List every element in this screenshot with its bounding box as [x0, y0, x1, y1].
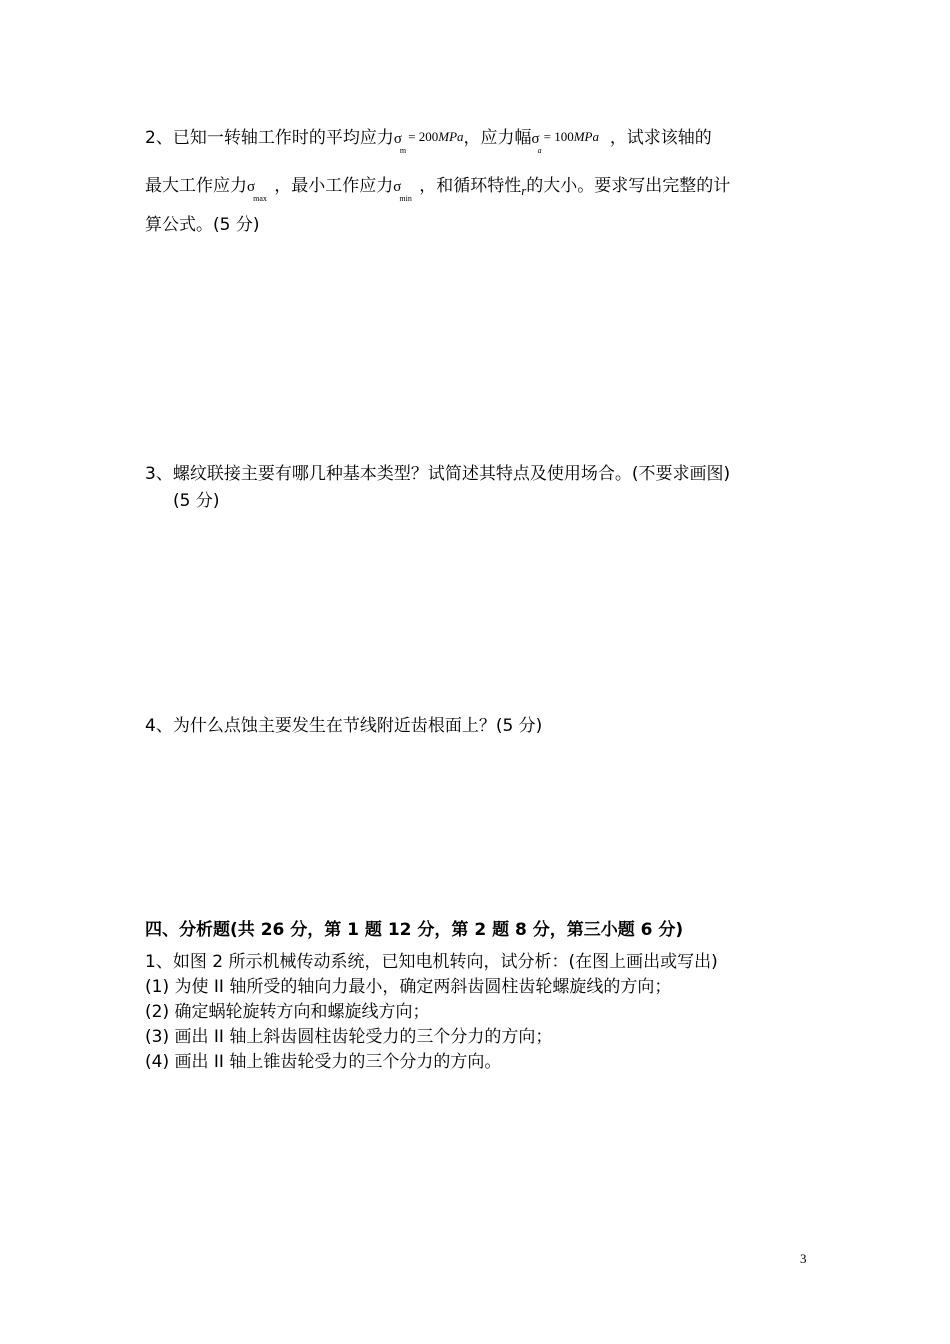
q2-line-1 [145, 126, 712, 153]
q2-text-f: ，和循环特性 [419, 176, 522, 196]
subscript-min: min [399, 194, 412, 203]
q2-text-a: 2、已知一转轴工作时的平均应力 [145, 128, 394, 148]
sigma-symbol: σ [247, 179, 256, 195]
sigma-symbol: σ [393, 131, 402, 147]
section4-item-3: (3) 画出 II 轴上斜齿圆柱齿轮受力的三个分力的方向； [145, 1027, 553, 1047]
q2-text-b: ，应力幅 [463, 128, 532, 148]
q2-text-e: ，最小工作应力 [274, 176, 394, 196]
q2-line-3: 算公式。(5 分) [145, 215, 260, 235]
section4-item-2: (2) 确定蜗轮旋转方向和螺旋线方向； [145, 1002, 430, 1022]
section-heading: 四、分析题(共 26 分，第 1 题 12 分，第 2 题 8 分，第三小题 6 分) [145, 920, 684, 940]
q2-text-c: ，试求该轴的 [609, 128, 712, 148]
subscript-m: m [399, 146, 407, 155]
formula-mean-stress: = 200MPa [408, 129, 464, 144]
formula-stress-amplitude: = 100MPa [543, 129, 599, 144]
sigma-symbol: σ [393, 179, 402, 195]
subscript-a: a [537, 146, 542, 155]
page-number: 3 [800, 1251, 807, 1266]
sigma-symbol: σ [531, 131, 540, 147]
q4-line-1: 4、为什么点蚀主要发生在节线附近齿根面上？(5 分) [145, 716, 543, 736]
q3-line-2: (5 分) [173, 491, 220, 511]
q3-line-1: 3、螺纹联接主要有哪几种基本类型？试简述其特点及使用场合。(不要求画图) [145, 464, 731, 484]
subscript-max: max [253, 194, 267, 203]
q2-line-2 [145, 174, 730, 201]
q2-text-d: 最大工作应力 [145, 176, 247, 196]
cycle-ratio-symbol: r [521, 183, 527, 198]
section4-q1: 1、如图 2 所示机械传动系统，已知电机转向，试分析：(在图上画出或写出) [145, 952, 718, 972]
q2-text-g: 的大小。要求写出完整的计 [526, 176, 731, 196]
section4-item-4: (4) 画出 II 轴上锥齿轮受力的三个分力的方向。 [145, 1052, 502, 1072]
section4-item-1: (1) 为使 II 轴所受的轴向力最小，确定两斜齿圆柱齿轮螺旋线的方向； [145, 977, 672, 997]
